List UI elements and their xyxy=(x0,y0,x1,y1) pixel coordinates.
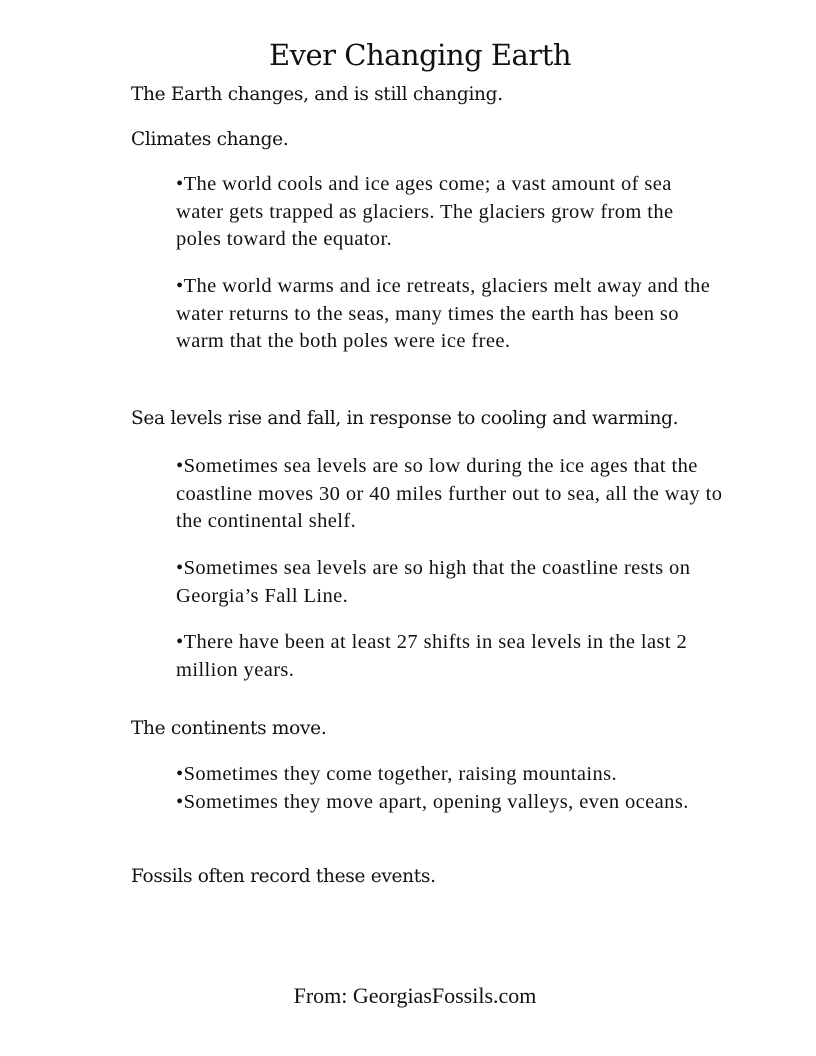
bullet-high-sea-levels: •Sometimes sea levels are so high that the coastline rests on Georgia’s Fall Line. xyxy=(176,557,691,607)
section-heading-climates: Climates change. xyxy=(131,129,289,150)
bullet-continents-together: •Sometimes they come together, raising mountains. xyxy=(176,763,618,785)
page-title: Ever Changing Earth xyxy=(268,38,572,72)
closing-statement: Fossils often record these events. xyxy=(131,866,436,887)
bullet-low-sea-levels: •Sometimes sea levels are so low during the ice ages that the coastline moves 30 or 40 miles further out to sea, all the way to the continental shelf. xyxy=(176,455,723,532)
section-heading-continents: The continents move. xyxy=(131,718,327,739)
section-heading-sea-levels: Sea levels rise and fall, in response to cooling and warming. xyxy=(131,408,679,429)
bullet-ice-ages: •The world cools and ice ages come; a vast amount of sea water gets trapped as glaciers. The glaciers grow from the poles toward the equator. xyxy=(176,173,674,250)
bullet-sea-level-shifts: •There have been at least 27 shifts in sea levels in the last 2 million years. xyxy=(176,631,688,681)
source-footer: From: GeorgiasFossils.com xyxy=(293,983,537,1008)
bullet-continents-apart: •Sometimes they move apart, opening valleys, even oceans. xyxy=(176,791,689,813)
bullet-warming: •The world warms and ice retreats, glaciers melt away and the water returns to the seas, many times the earth has been so warm that the both poles were ice free. xyxy=(176,275,711,352)
intro-heading: The Earth changes, and is still changing. xyxy=(131,84,503,105)
